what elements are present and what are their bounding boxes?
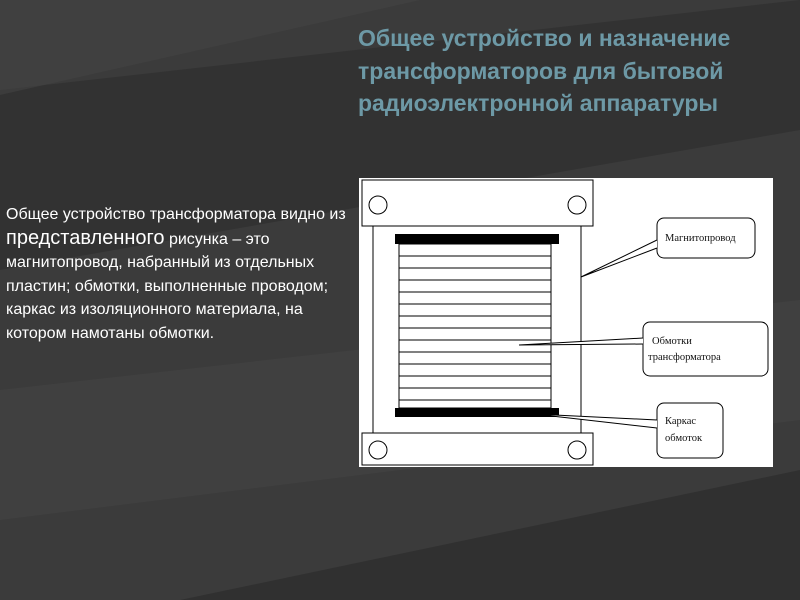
frame-top-bar [395,234,559,244]
callout-windings-label-2: трансформатора [648,352,721,363]
callout-windings [519,322,768,376]
callout-core [581,218,755,277]
core-bottom-plate [362,433,593,465]
core-top-plate [362,180,593,226]
body-text-part3: рисунка – это магнитопровод, набранный из отдельных пластин; обмотки, выполненные проводом; каркас из изоляционного материала, на котором намотаны обмотки. [6,230,329,342]
callout-frame-label-2: обмоток [665,433,703,444]
frame-bottom-bar [395,408,559,417]
callout-frame-label-1: Каркас [665,416,697,427]
body-text-part1: Общее устройство трансформатора видно из [6,206,346,223]
callout-windings-label-1: Обмотки [652,336,692,347]
winding-block [399,244,551,408]
transformer-diagram [359,178,773,467]
slide-body-text [6,203,358,345]
slide-title: Общее устройство и назначение трансформаторов для бытовой радиоэлектронной аппаратуры [358,25,731,116]
callout-core-label: Магнитопровод [665,233,736,244]
body-text-emphasis: представленного [6,226,165,249]
